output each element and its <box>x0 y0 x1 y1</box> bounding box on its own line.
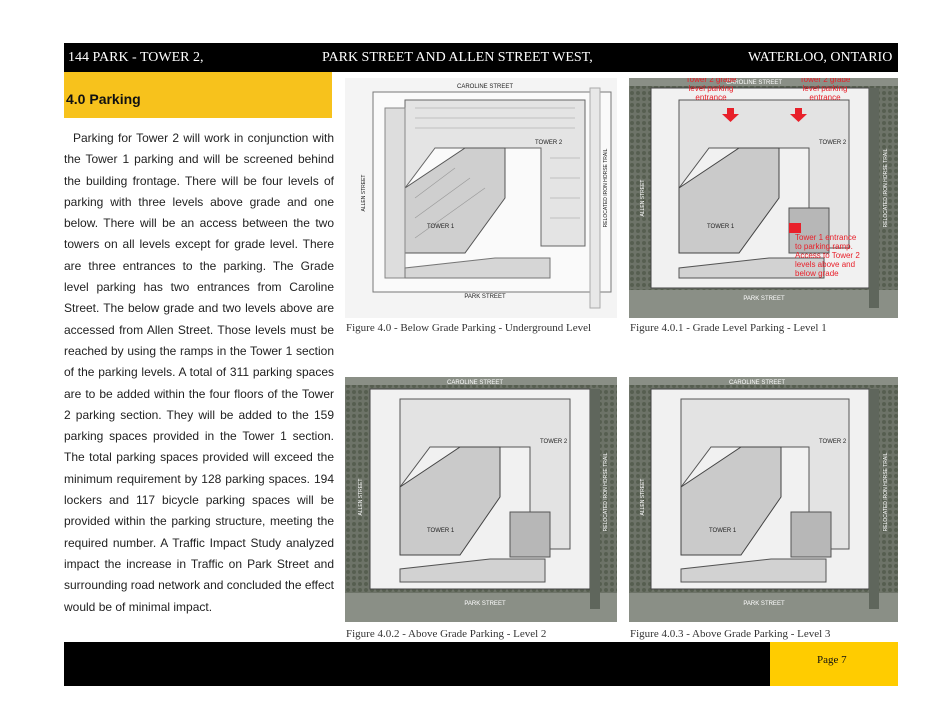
left-street-label: ALLEN STREET <box>640 478 646 516</box>
tower1-label: TOWER 1 <box>427 528 455 534</box>
figure-caption: Figure 4.0 - Below Grade Parking - Underground Level <box>346 322 592 334</box>
svg-text:levels above and: levels above and <box>795 260 856 269</box>
svg-text:entrance: entrance <box>695 93 727 102</box>
svg-text:entrance: entrance <box>809 93 841 102</box>
tower2-label: TOWER 2 <box>819 140 847 146</box>
right-street-label: RELOCATED IRON HORSE TRAIL <box>883 148 889 228</box>
header-city: WATERLOO, ONTARIO <box>748 50 893 65</box>
header-address: PARK STREET AND ALLEN STREET WEST, <box>322 50 593 65</box>
plan-drawing <box>345 78 617 318</box>
figure-level-2 <box>345 377 617 622</box>
right-street-label: RELOCATED IRON HORSE TRAIL <box>883 452 889 532</box>
svg-text:Tower 2 grade: Tower 2 grade <box>685 78 737 84</box>
header-bar <box>64 43 898 72</box>
top-street-label: CAROLINE STREET <box>725 80 783 86</box>
bottom-street-label: PARK STREET <box>464 294 506 300</box>
tower2-label: TOWER 2 <box>535 140 563 146</box>
section-title: 4.0 Parking <box>66 91 141 107</box>
entrance-marker-icon <box>789 223 801 233</box>
left-street-label: ALLEN STREET <box>640 179 646 217</box>
tower2-label: TOWER 2 <box>540 439 568 445</box>
tower2-label: TOWER 2 <box>819 439 847 445</box>
top-street-label: CAROLINE STREET <box>728 380 786 386</box>
svg-text:Tower 2 grade: Tower 2 grade <box>799 78 851 84</box>
body-text <box>64 128 334 618</box>
figure-caption: Figure 4.0.1 - Grade Level Parking - Level 1 <box>630 322 827 334</box>
plan-drawing <box>629 78 898 318</box>
svg-text:Tower 1 entrance: Tower 1 entrance <box>795 233 857 242</box>
top-street-label: CAROLINE STREET <box>456 84 514 90</box>
svg-text:Access to Tower 2: Access to Tower 2 <box>795 251 860 260</box>
svg-text:level parking: level parking <box>688 84 734 93</box>
plan-drawing <box>345 377 617 622</box>
figure-below-grade <box>345 78 617 318</box>
page-number: Page 7 <box>817 654 847 666</box>
svg-text:level parking: level parking <box>802 84 848 93</box>
section-title-box <box>64 72 332 118</box>
page-number-box <box>770 642 898 686</box>
right-street-label: RELOCATED IRON HORSE TRAIL <box>603 148 609 228</box>
header-project: 144 PARK - TOWER 2, <box>68 50 204 65</box>
tower1-label: TOWER 1 <box>427 224 455 230</box>
top-street-label: CAROLINE STREET <box>446 380 504 386</box>
right-street-label: RELOCATED IRON HORSE TRAIL <box>603 452 609 532</box>
bottom-street-label: PARK STREET <box>464 601 506 607</box>
figure-grade-level <box>629 78 898 318</box>
figure-caption: Figure 4.0.2 - Above Grade Parking - Level 2 <box>346 628 547 640</box>
figure-caption: Figure 4.0.3 - Above Grade Parking - Level 3 <box>630 628 831 640</box>
tower1-label: TOWER 1 <box>707 224 735 230</box>
svg-text:below grade: below grade <box>795 269 839 278</box>
svg-text:to parking ramp.: to parking ramp. <box>795 242 853 251</box>
figure-level-3 <box>629 377 898 622</box>
bottom-street-label: PARK STREET <box>743 601 785 607</box>
tower1-label: TOWER 1 <box>709 528 737 534</box>
plan-drawing <box>629 377 898 622</box>
bottom-street-label: PARK STREET <box>743 296 785 302</box>
left-street-label: ALLEN STREET <box>358 478 364 516</box>
body-paragraph: Parking for Tower 2 will work in conjunction with the Tower 1 parking and will be screened behind the building frontage. There will be four levels of parking with three levels above grade and one below. There will be an access between the two towers on all levels except for grade level. There are three entrances to the parking. The Grade level parking has two entrances from Caroline Street. The below grade and two levels above are accessed from Allen Street. Those levels must be reached by using the ramps in the Tower 1 section of the parking levels. A total of 311 parking spaces are to be added within the four floors of the Tower 2 parking section. They will be added to the 159 parking spaces provided in the Tower 1 section. The total parking spaces provided will exceed the minimum requirement by 128 parking spaces. 194 lockers and 117 bicycle parking spaces will be provided within the parking structure, meeting the required number. A Traffic Impact Study analyzed impact the increase in Traffic on Park Street and surrounding road network and concluded the effect would be of minimal impact. <box>64 131 334 614</box>
left-street-label: ALLEN STREET <box>361 174 367 212</box>
